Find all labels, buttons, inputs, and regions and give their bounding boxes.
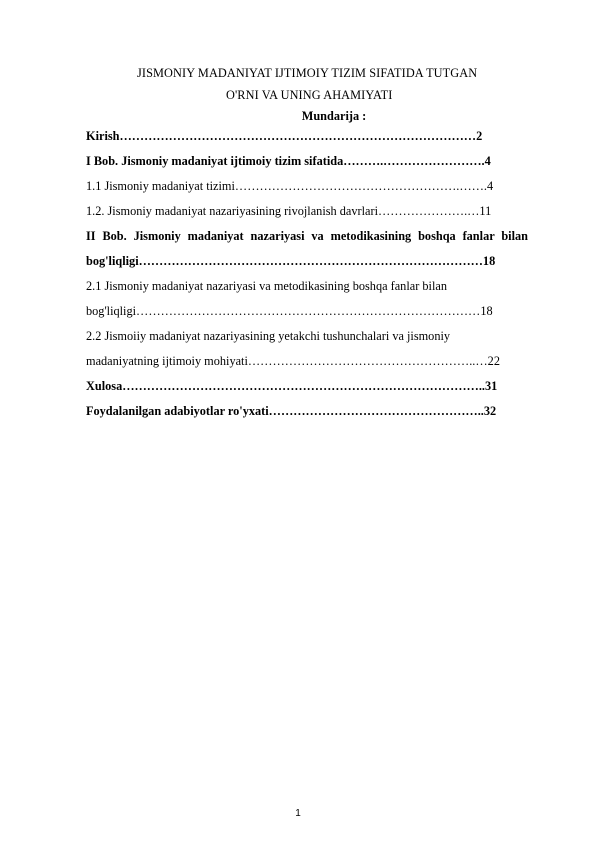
toc-entry-chapter-2-line-1[interactable]: II Bob. Jismoniy madaniyat nazariyasi va metodikasining boshqa fanlar bilan <box>86 229 528 243</box>
toc-entry-section-1-2[interactable]: 1.2. Jismoniy madaniyat nazariyasining rivojlanish davrlari………………….…11 <box>86 204 492 218</box>
toc-entry-kirish[interactable]: Kirish……………………………………………………………………………2 <box>86 129 483 143</box>
toc-heading <box>0 109 596 124</box>
toc-entry-chapter-2-line-2[interactable]: bog'liqligi…………………………………………………………………………18 <box>86 254 496 268</box>
toc-entry-section-2-2-line-1[interactable]: 2.2 Jismoiiy madaniyat nazariyasining yetakchi tushunchalari va jismoniy <box>86 329 451 343</box>
toc-heading-text: Mundarija : <box>301 109 367 123</box>
page-number: 1 <box>295 808 301 819</box>
document-title-line-2: O'RNI VA UNING AHAMIYATI <box>226 88 393 102</box>
document-title-line-1: JISMONIY MADANIYAT IJTIMOIY TIZIM SIFATIDA TUTGAN <box>137 66 478 80</box>
toc-entry-section-2-1-line-1[interactable]: 2.1 Jismoniy madaniyat nazariyasi va metodikasining boshqa fanlar bilan <box>86 279 447 293</box>
toc-entry-section-1-1[interactable]: 1.1 Jismoniy madaniyat tizimi……………………………………………….…….4 <box>86 179 494 193</box>
toc-entry-chapter-1[interactable]: I Bob. Jismoniy madaniyat ijtimoiy tizim sifatida……….…………………….4 <box>86 154 491 168</box>
toc-entry-references[interactable]: Foydalanilgan adabiyotlar ro'yxati……………………………………………..32 <box>86 404 497 418</box>
toc-entry-section-2-2-line-2[interactable]: madaniyatning ijtimoiy mohiyati………………………………………………..…22 <box>86 354 500 368</box>
toc-entry-section-2-1-line-2[interactable]: bog'liqligi…………………………………………………………………………18 <box>86 304 493 318</box>
toc-entry-xulosa[interactable]: Xulosa……………………………………………………………………………..31 <box>86 379 498 393</box>
